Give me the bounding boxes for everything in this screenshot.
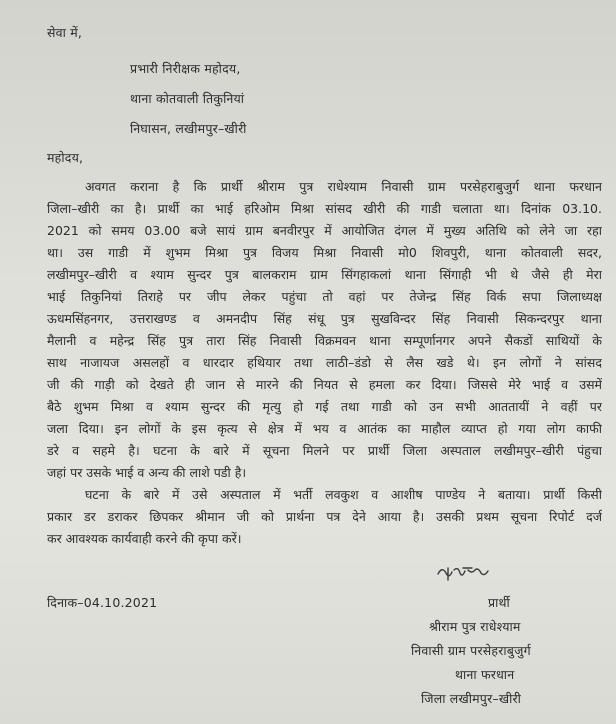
paragraph-2 <box>47 484 602 550</box>
applicant-name: श्रीराम पुत्र राधेश्याम <box>429 619 521 634</box>
paragraph-1-line: भाई तिकुनियां तिराहे पर जीप लेकर पहुंचा तो वहां पर तेजेन्द्र सिंह विर्क सपा जिलाध्यक्ष <box>47 289 602 304</box>
paragraph-1-line: 2021 को समय 03.00 बजे सायं ग्राम बनवीरपुर में आयोजित दंगल में मुख्य अतिथि को लेने जा रहा <box>47 223 602 238</box>
paragraph-1-line: जिला–खीरी का है। प्रार्थी का भाई हरिओम मिश्रा सांसद खीरी की गाडी चलाता था। दिनांक 03.10. <box>47 201 602 216</box>
paragraph-1-line: अवगत कराना है कि प्रार्थी श्रीराम पुत्र राधेश्याम निवासी ग्राम परसेहराबुजुर्ग थाना फरधान <box>85 179 602 194</box>
greeting: महोदय, <box>47 150 84 165</box>
applicant-address-2: थाना फरधान <box>455 667 515 682</box>
paragraph-1-line: जहां पर उसके भाई व अन्य की लाशे पडी है। <box>47 465 247 480</box>
paragraph-1-line: ऊधमसिंहनगर, उत्तराखण्ड व अमनदीप सिंह संधू पुत्र सुखविन्दर सिंह निवासी सिकन्दरपुर थाना <box>47 311 602 326</box>
paragraph-1-line: मैलानी व महेन्द्र सिंह पुत्र तारा सिंह निवासी विक्रमवन थाना सम्पूर्णानगर अपने सैकडों साथियों के <box>47 333 602 348</box>
date-line: दिनाक–04.10.2021 <box>47 595 158 610</box>
handwritten-signature <box>436 564 492 588</box>
paragraph-1-line: साथ नाजायज असलहों व धारदार हथियार तथा लाठी–डंडो से लैस खडे थे। इन लोगों ने सांसद <box>47 355 602 370</box>
addressee-line-1: प्रभारी निरीक्षक महोदय, <box>130 61 241 76</box>
paragraph-1-line: लखीमपुर–खीरी व श्याम सुन्दर पुत्र बालकराम ग्राम सिंगहाकलां थाना सिंगाही भी थे जैसे ही मेरा <box>47 267 602 282</box>
paragraph-1-line: बैठे शुभम मिश्रा व श्याम सुन्दर की मृत्यु हो गई तथा गाडी को उन सभी आततायीं ने वहीं पर <box>47 399 602 414</box>
applicant-label: प्रार्थी <box>488 595 510 610</box>
applicant-address-3: जिला लखीमपुर–खीरी <box>421 691 522 706</box>
salutation-to: सेवा में, <box>47 25 83 40</box>
applicant-address-1: निवासी ग्राम परसेहराबुजुर्ग <box>411 643 531 658</box>
paragraph-1 <box>47 176 602 484</box>
paragraph-2-line: घटना के बारे में उसे अस्पताल में भर्ती लवकुश व आशीष पाण्डेय ने बताया। प्रार्थी किसी <box>85 487 602 502</box>
addressee-line-2: थाना कोतवाली तिकुनियां <box>130 91 245 106</box>
paragraph-1-line: डरे व सहमे है। घटना के बारे में सूचना मिलने पर प्रार्थी जिला अस्पताल लखीमपुर–खीरी पंहुचा <box>47 443 602 458</box>
paragraph-1-line: जी की गाड़ी को देखते ही जान से मारने की नियत से हमला कर दिया। जिससे मेरे भाई व उसमें <box>47 377 602 392</box>
paragraph-1-line: था। उस गाडी में शुभम मिश्रा पुत्र विजय मिश्रा निवासी मो0 शिवपुरी, थाना कोतवाली सदर, <box>47 245 602 260</box>
paragraph-1-line: जला दिया। इन लोगों के इस कृत्य से क्षेत्र में भय व आतंक का माहौल व्याप्त हो गया लोग काफी <box>47 421 602 436</box>
paragraph-2-line: कर आवश्यक कार्यवाही करने की कृपा करें। <box>47 531 242 546</box>
paragraph-2-line: प्रकार डर डराकर छिपकर श्रीमान जी को प्रार्थना पत्र देने आया है। उसकी प्रथम सूचना रिपोर्ट दर्ज <box>47 509 602 524</box>
addressee-line-3: निघासन, लखीमपुर–खीरी <box>130 121 247 136</box>
